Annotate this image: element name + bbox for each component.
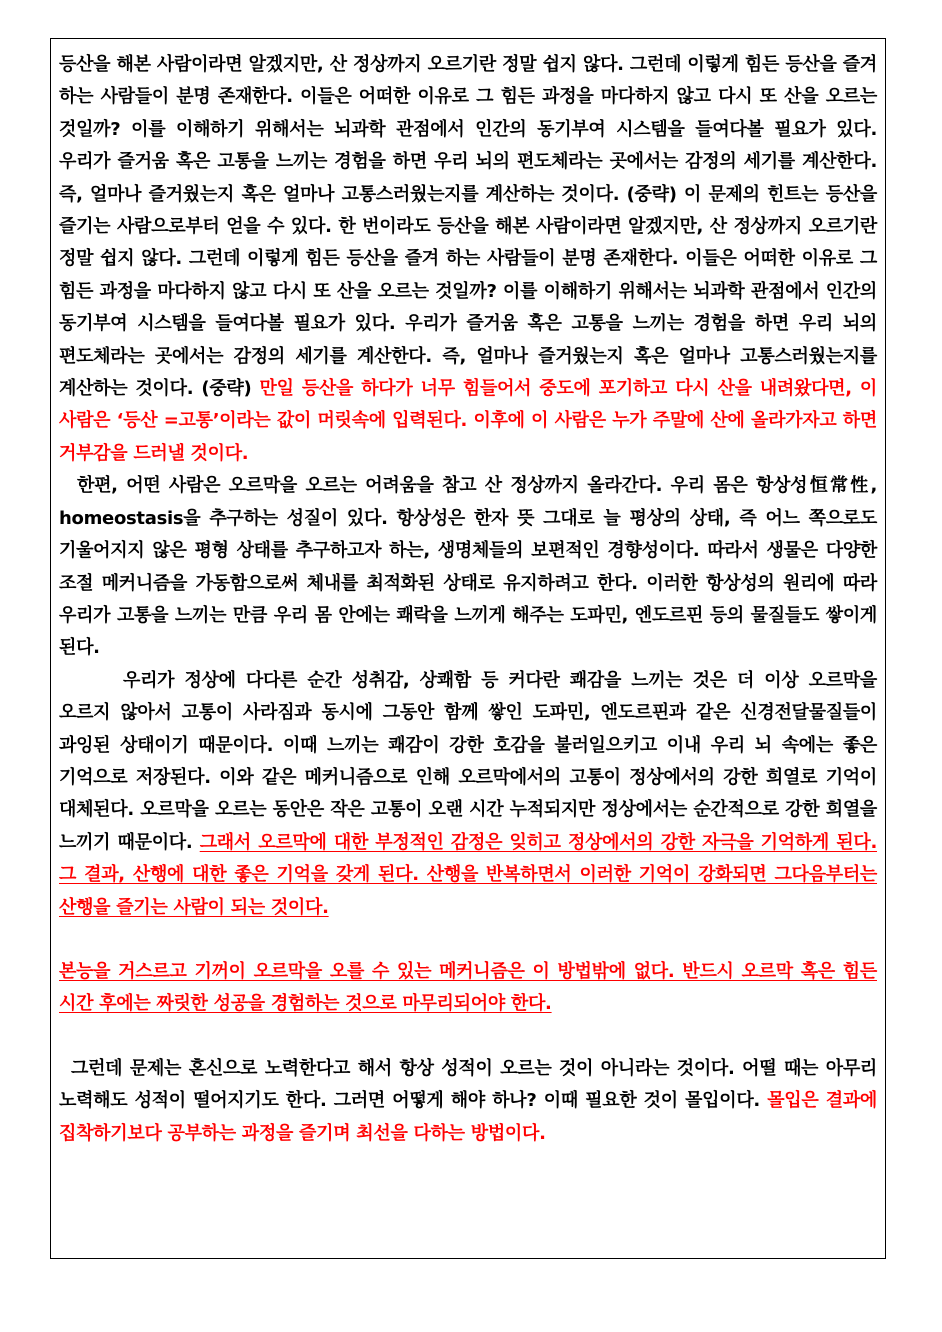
paragraph-5-highlight: 몰입은 결과에 집착하기보다 공부하는 과정을 즐기며 최선을 다하는 방법이다. [59,1090,877,1144]
paragraph-3-text: 우리가 정상에 다다른 순간 성취감, 상쾌함 등 커다란 쾌감을 느끼는 것은 더 이상 오르막을 오르지 않아서 고통이 사라짐과 동시에 그동안 함께 쌓인 도파민, 엔도르핀과 같은 신경전달물질들이 과잉된 상태이기 때문이다. 이때 느끼는 쾌감이 강한 호감을 불러일으키고 이내 우리 뇌 속에는 좋은 기억으로 저장된다. 이와 같은 메커니즘으로 인해 오르막에서의 고통이 정상에서의 강한 희열로 기억이 대체된다. 오르막을 오르는 동안은 작은 고통이 오랜 시간 누적되지만 정상에서는 순간적으로 강한 희열을 느끼기 때문이다. [59,669,877,853]
paragraph-1-text: 등산을 해본 사람이라면 알겠지만, 산 정상까지 오르기란 정말 쉽지 않다. 그런데 이렇게 힘든 등산을 즐겨 하는 사람들이 분명 존재한다. 이들은 어떠한 이유로 그 힘든 과정을 마다하지 않고 다시 또 산을 오르는 것일까? 이를 이해하기 위해서는 뇌과학 관점에서 인간의 동기부여 시스템을 들여다볼 필요가 있다. 우리가 즐거움 혹은 고통을 느끼는 경험을 하면 우리 뇌의 편도체라는 곳에서는 감정의 세기를 계산한다. 즉, 얼마나 즐거웠는지 혹은 얼마나 고통스러웠는지를 계산하는 것이다. (중략) 이 문제의 힌트는 등산을 즐기는 사람으로부터 얻을 수 있다. 한 번이라도 등산을 해본 사람이라면 알겠지만, 산 정상까지 오르기란 정말 쉽지 않다. 그런데 이렇게 힘든 등산을 즐겨 하는 사람들이 분명 존재한다. 이들은 어떠한 이유로 그 힘든 과정을 마다하지 않고 다시 또 산을 오르는 것일까? 이를 이해하기 위해서는 뇌과학 관점에서 인간의 동기부여 시스템을 들여다볼 필요가 있다. 우리가 즐거움 혹은 고통을 느끼는 경험을 하면 우리 뇌의 편도체라는 곳에서는 감정의 세기를 계산한다. 즉, 얼마나 즐거웠는지 혹은 얼마나 고통스러웠는지를 계산하는 것이다. (중략) [59,54,877,400]
blank-line [59,924,877,956]
paragraph-1 [59,49,877,470]
document-text-box [50,38,886,1259]
paragraph-1-highlight: 만일 등산을 하다가 너무 힘들어서 중도에 포기하고 다시 산을 내려왔다면, 이 사람은 ‘등산 =고통’이라는 값이 머릿속에 입력된다. 이후에 이 사람은 누가 주말에 산에 올라가자고 하면 거부감을 드러낼 것이다. [59,378,877,464]
paragraph-5 [59,1053,877,1150]
document-box-bottom-border [50,1258,886,1259]
paragraph-5-text: 그런데 문제는 혼신으로 노력한다고 해서 항상 성적이 오르는 것이 아니라는 것이다. 어떨 때는 아무리 노력해도 성적이 떨어지기도 한다. 그러면 어떻게 해야 하나? 이때 필요한 것이 몰입이다. [59,1057,877,1112]
blank-line [59,1021,877,1053]
paragraph-2: 한편, 어떤 사람은 오르막을 오르는 어려움을 참고 산 정상까지 올라간다. 우리 몸은 항상성恒常性, homeostasis을 추구하는 성질이 있다. 항상성은 한자 뜻 그대로 늘 평상의 상태, 즉 어느 쪽으로도 기울어지지 않은 평형 상태를 추구하고자 하는, 생명체들의 보편적인 경향성이다. 따라서 생물은 다양한 조절 메커니즘을 가동함으로써 체내를 최적화된 상태로 유지하려고 한다. 이러한 항상성의 원리에 따라 우리가 고통을 느끼는 만큼 우리 몸 안에는 쾌락을 느끼게 해주는 도파민, 엔도르핀 등의 물질들도 쌓이게 된다. [59,475,877,659]
paragraph-3-highlight: 그래서 오르막에 대한 부정적인 감정은 잊히고 정상에서의 강한 자극을 기억하게 된다. 그 결과, 산행에 대한 좋은 기억을 갖게 된다. 산행을 반복하면서 이러한 기억이 강화되면 그다음부터는 산행을 즐기는 사람이 되는 것이다. [59,831,878,918]
paragraph-3 [59,665,877,924]
paragraph-4: 본능을 거스르고 기꺼이 오르막을 오를 수 있는 메커니즘은 이 방법밖에 없다. 반드시 오르막 혹은 힘든 시간 후에는 짜릿한 성공을 경험하는 것으로 마무리되어야 한다. [59,960,877,1015]
